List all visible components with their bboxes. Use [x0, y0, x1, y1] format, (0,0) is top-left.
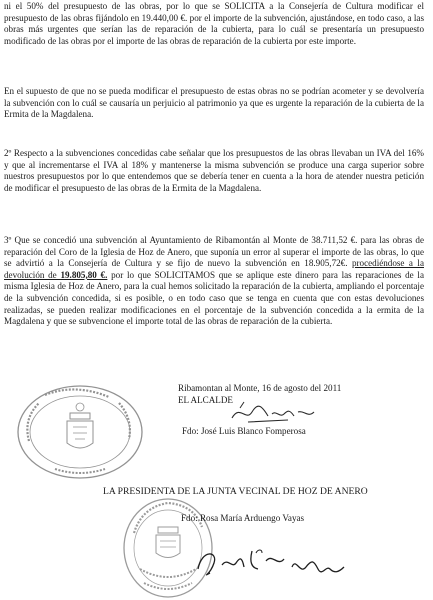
- paragraph-4-text: 3º Que se concedió una subvención al Ayuntamiento de Ribamontán al Monte de 38.711,52 €. para las obras de reparación del Coro de la Iglesia de Hoz de Anero, que suponía un error al superar el importe de las obras, lo que se advirtió a la Consejería de Cultura y se fijo de nuevo la subvención en 18.905,72€.: [4, 235, 424, 269]
- paragraph-2: [4, 86, 424, 121]
- paragraph-2-text: En el supuesto de que no se pueda modificar el presupuesto de estas obras no se podrían acometer y se devolvería la subvención con lo cuál se causaría un perjuicio al patrimonio ya que es urgente la reparación de la cubierta de la Ermita de la Magdalena.: [4, 86, 424, 120]
- president-title: LA PRESIDENTA DE LA JUNTA VECINAL DE HOZ DE ANERO: [103, 486, 368, 497]
- town-hall-stamp: [15, 383, 145, 481]
- paragraph-3-text: 2º Respecto a la subvenciones concedidas cabe señalar que los presupuestos de las obras llevaban un IVA del 16% y que al incrementarse el IVA al 18% y mantenerse la misma subvención se produce una carga superior sobre nuestros presupuestos por lo que entendemos que se debería tener en cuenta a la hora de atender nuestra petición de modificar el presupuesto de las obras de la Ermita de la Magdalena.: [4, 148, 424, 193]
- refund-text: procediéndose a la devolución de: [4, 258, 424, 280]
- paragraph-4: [4, 235, 424, 328]
- paragraph-1: [4, 1, 424, 47]
- place-date: Ribamontan al Monte, 16 de agosto del 2011: [178, 383, 342, 393]
- president-name: Fdo: Rosa María Arduengo Vayas: [181, 513, 305, 523]
- paragraph-3: [4, 148, 424, 194]
- paragraph-1-text: ni el 50% del presupuesto de las obras, por lo que se SOLICITA a la Consejería de Cultura modificar el presupuesto de las obras fijándolo en 19.440,00 €. por el importe de la subvención, ajustándose, en todo caso, a las obras más urgentes que serían las de reparación de la cubierta, para lo cuál se presentaría un presupuesto modificado de las obras por el importe de las obras de reparación de la cubierta por este importe.: [4, 1, 424, 46]
- paragraph-4-text-continued: por lo que SOLICITAMOS que se aplique este dinero para las reparaciones de la misma Iglesia de Hoz de Anero, para la cual hemos solicitado la reparación de la cubierta, ampliando el porcentaje de la subvención concedida, si es posible, o en todo caso que se tenga en cuenta que con estas devoluciones realizadas, se pueden realizar modificaciones en el porcentaje de la subvención concedida a la ermita de la Magdalena y que se subvencione el importe total de las obras de reparación de la cubierta.: [4, 269, 424, 327]
- refund-amount: 19.805,80 €.: [60, 269, 108, 280]
- mayor-name: Fdo: José Luis Blanco Fomperosa: [182, 426, 306, 436]
- mayor-title: EL ALCALDE: [178, 395, 233, 405]
- president-signature: [192, 543, 372, 588]
